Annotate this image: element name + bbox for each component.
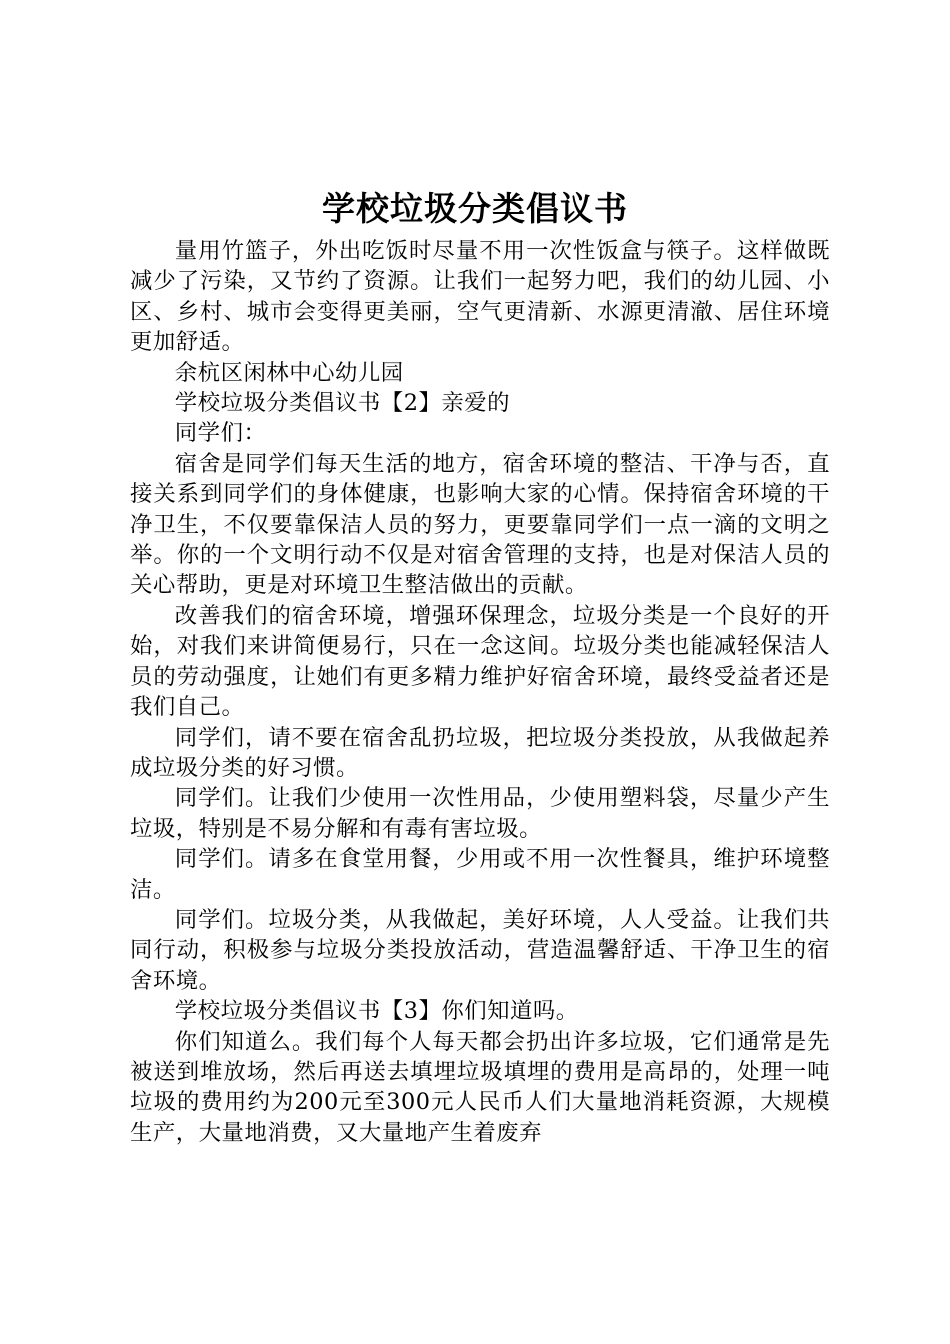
paragraph: 学校垃圾分类倡议书【3】你们知道吗。 [174,998,579,1025]
paragraph: 宿舍是同学们每天生活的地方，宿舍环境的整洁、干净与否，直接关系到同学们的身体健康，也影响大家的心情。保持宿舍环境的干净卫生，不仅要靠保洁人员的努力，更要靠同学们一点一滴的文明之举。你的一个文明行动不仅是对宿舍管理的支持，也是对保洁人员的关心帮助，更是对环境卫生整洁做出的贡献。 [130,450,830,599]
paragraph: 同学们。垃圾分类，从我做起，美好环境，人人受益。让我们共同行动，积极参与垃圾分类投放活动，营造温馨舒适、干净卫生的宿舍环境。 [130,906,830,994]
paragraph: 同学们，请不要在宿舍乱扔垃圾，把垃圾分类投放，从我做起养成垃圾分类的好习惯。 [130,724,830,781]
paragraph: 改善我们的宿舍环境，增强环保理念，垃圾分类是一个良好的开始，对我们来讲简便易行，只在一念这间。垃圾分类也能减轻保洁人员的劳动强度，让她们有更多精力维护好宿舍环境，最终受益者还是我们自己。 [130,602,830,721]
paragraph: 同学们： [174,420,267,447]
paragraph: 余杭区闲林中心幼儿园 [174,359,404,386]
paragraph: 同学们。让我们少使用一次性用品，少使用塑料袋，尽量少产生垃圾，特别是不易分解和有毒有害垃圾。 [130,785,830,842]
document-body [130,236,830,1148]
document-title: 学校垃圾分类倡议书 [322,189,628,228]
paragraph: 同学们。请多在食堂用餐，少用或不用一次性餐具，维护环境整洁。 [130,846,830,903]
paragraph: 量用竹篮子，外出吃饭时尽量不用一次性饭盒与筷子。这样做既减少了污染，又节约了资源。让我们一起努力吧，我们的幼儿园、小区、乡村、城市会变得更美丽，空气更清新、水源更清澈、居住环境更加舒适。 [130,238,830,356]
paragraph: 你们知道么。我们每个人每天都会扔出许多垃圾，它们通常是先被送到堆放场，然后再送去填埋垃圾填埋的费用是高昂的，处理一吨垃圾的费用约为200元至300元人民币人们大量地消耗资源，大规模生产，大量地消费，又大量地产生着废弃 [130,1028,830,1146]
paragraph: 学校垃圾分类倡议书【2】亲爱的 [174,390,511,417]
